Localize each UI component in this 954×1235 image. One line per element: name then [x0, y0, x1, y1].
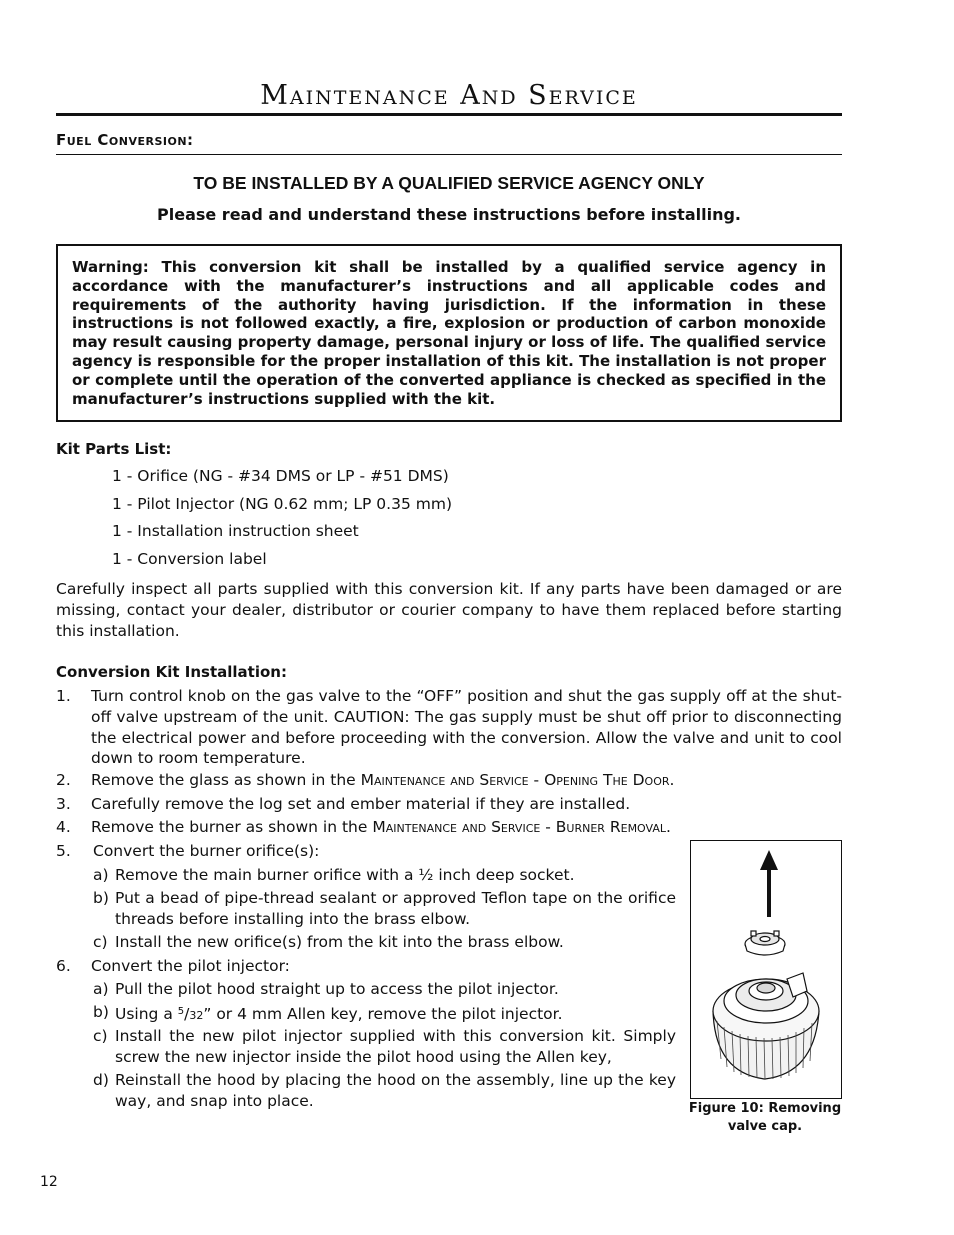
kit-parts-heading: Kit Parts List: [56, 440, 172, 458]
section-title: Fuel Conversion: [56, 131, 194, 149]
sub-label: c) [93, 1027, 108, 1045]
step-tail: . [669, 771, 675, 789]
sub-label: a) [93, 866, 109, 884]
step-number: 2. [56, 771, 71, 789]
sub-label: b) [93, 889, 109, 907]
section-reference: Maintenance and Service - Burner Removal [372, 818, 666, 836]
sub-text: Reinstall the hood by placing the hood on the assembly, line up the key way, and snap into place. [115, 1071, 676, 1110]
step-text: Remove the burner as shown in the [91, 818, 373, 836]
list-item: 1 - Orifice (NG - #34 DMS or LP - #51 DMS) [112, 467, 449, 485]
page-number: 12 [40, 1174, 58, 1190]
installation-heading: Conversion Kit Installation: [56, 663, 287, 681]
warning-box [56, 244, 842, 422]
agency-notice: TO BE INSTALLED BY A QUALIFIED SERVICE AGENCY ONLY [193, 173, 705, 193]
step-text: Carefully remove the log set and ember material if they are installed. [91, 795, 631, 813]
fraction-numerator: 5 [177, 1006, 185, 1017]
step-number: 6. [56, 957, 71, 975]
fraction-denominator: 32 [189, 1009, 204, 1022]
sub-text: Install the new orifice(s) from the kit into the brass elbow. [115, 933, 564, 951]
sub-text: ” or 4 mm Allen key, remove the pilot injector. [203, 1005, 563, 1023]
sub-text-prefix: Using a [115, 1005, 178, 1023]
sub-label: a) [93, 980, 109, 998]
sub-label: c) [93, 933, 108, 951]
kit-parts-list [112, 465, 452, 576]
step-tail: . [666, 818, 671, 836]
step-number: 4. [56, 818, 71, 836]
sub-label: d) [93, 1071, 109, 1089]
read-instructions-notice: Please read and understand these instructions before installing. [157, 205, 741, 224]
inspect-paragraph: Carefully inspect all parts supplied with this conversion kit. If any parts have been damaged or are missing, contact your dealer, distributor or courier company to have them replaced before starting this installation. [56, 580, 842, 640]
warning-text: Warning: This conversion kit shall be installed by a qualified service agency in accordance with the manufacturer’s instructions and all applicable codes and requirements of the authority having jurisdiction. If the information in these instructions is not followed exactly, a fire, explosion or production of carbon monoxide may result causing property damage, personal injury or loss of life. The qualified service agency is responsible for the proper installation of this kit. The installation is not proper or complete until the operation of the converted appliance is checked as specified in the manufacturer’s instructions supplied with the kit. [72, 258, 826, 408]
list-item: 1 - Pilot Injector (NG 0.62 mm; LP 0.35 mm) [112, 494, 452, 513]
step-number: 5. [56, 842, 71, 860]
figure-caption: Figure 10: Removing valve cap. [688, 1101, 842, 1134]
step-text: Convert the burner orifice(s): [93, 842, 320, 860]
valve-cap-illustration [691, 841, 841, 1098]
step-number: 1. [56, 687, 71, 705]
step-text: Remove the glass as shown in the [91, 771, 361, 789]
section-reference: Maintenance and Service - Opening The Door [360, 771, 670, 789]
sub-text: Pull the pilot hood straight up to access the pilot injector. [115, 980, 559, 998]
sub-text: Remove the main burner orifice with a ½ inch deep socket. [115, 866, 575, 884]
sub-label: b) [93, 1003, 109, 1021]
list-item: 1 - Installation instruction sheet [112, 522, 359, 541]
list-item: 1 - Conversion label [112, 550, 267, 569]
section-rule [56, 154, 842, 155]
step-number: 3. [56, 795, 71, 813]
step-text: Convert the pilot injector: [91, 957, 290, 975]
page-title: Maintenance And Service [260, 80, 638, 111]
figure-valve-cap [690, 840, 842, 1099]
sub-text: Put a bead of pipe-thread sealant or approved Teflon tape on the orifice threads before installing into the brass elbow. [115, 889, 676, 928]
title-rule [56, 113, 842, 116]
sub-text: Install the new pilot injector supplied with this conversion kit. Simply screw the new injector inside the pilot hood using the Allen key, [115, 1027, 676, 1066]
step-text: Turn control knob on the gas valve to the “OFF” position and shut the gas supply off at the shut-off valve upstream of the unit. CAUTION: The gas supply must be shut off prior to disconnecting the electrical power and before proceeding with the conversion. Allow the valve and unit to cool down to room temperature. [91, 687, 842, 768]
